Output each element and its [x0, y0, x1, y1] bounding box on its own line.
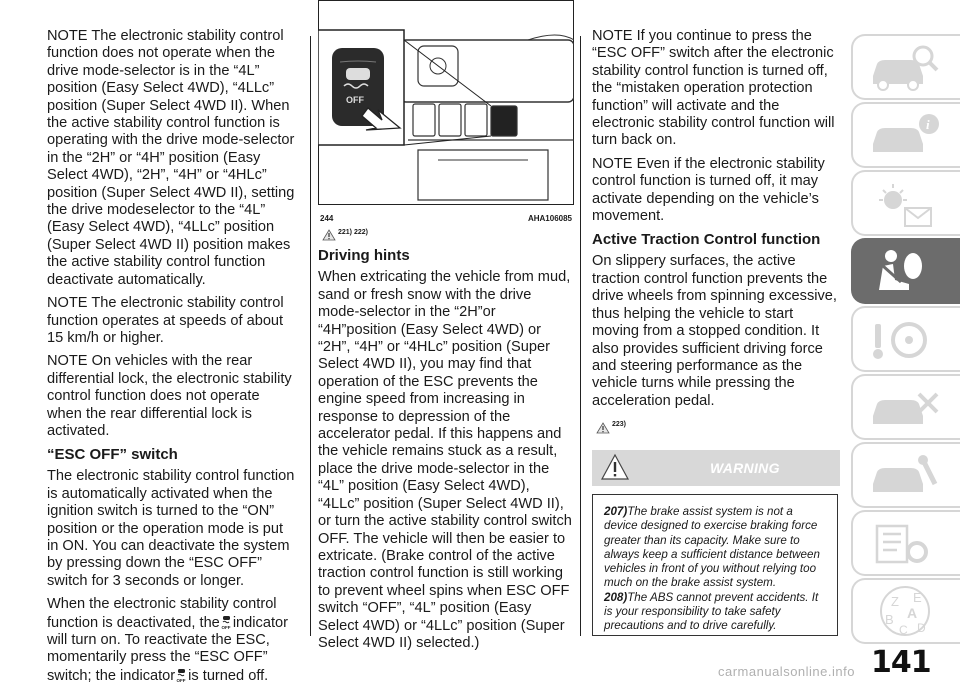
tab-alphabet-index[interactable]	[851, 578, 960, 644]
figure-number: 244	[320, 214, 334, 223]
lights-envelope-icon	[853, 172, 960, 234]
tab-car-search[interactable]	[851, 34, 960, 100]
car-tools-icon	[853, 376, 960, 438]
text-span: indicator will turn on. To reactivate the ESC, momentarily press the “ESC OFF” switch; the indicator	[47, 614, 288, 684]
body-paragraph: When extricating the vehicle from mud, sand or fresh snow with the drive mode-selector in the “2H”or “4H”position (Easy Select 4WD) or “2H”, “4H” or “4HLc” position (Super Select 4WD II), you may find that operation of the ESC prevents the engine speed from increasing in response to depression of the accelerator pedal. If this happens and the vehicle remains stuck as a result, place the drive mode-selector in the “4L” position (Easy Select 4WD), “4LLc” position (Super Select 4WD II), or turn the active stability control switch OFF. The vehicle will then be easier to extricate. (Brake control of the active traction control function is still working to prevent wheel spins when ESC OFF switch “OFF”, “4L” position (Easy Select 4WD) or “4LLc” position (Super Select 4WD II) selected.)	[318, 269, 572, 651]
column-right	[592, 28, 842, 440]
body-paragraph	[47, 596, 297, 685]
tab-checklist-gear[interactable]	[851, 510, 960, 576]
warning-item	[604, 505, 827, 591]
car-search-icon	[853, 36, 960, 98]
seat-airbag-icon	[853, 240, 960, 302]
svg-text:Z: Z	[891, 594, 899, 609]
tab-car-tools[interactable]	[851, 374, 960, 440]
reference-text: 223)	[612, 421, 627, 429]
tab-lights-envelope[interactable]	[851, 170, 960, 236]
svg-text:OFF: OFF	[176, 677, 186, 683]
car-wrench-icon	[853, 444, 960, 506]
warning-number: 208)	[604, 590, 628, 604]
svg-text:A: A	[907, 605, 918, 621]
tab-key-steering[interactable]	[851, 306, 960, 372]
note-paragraph: NOTE The electronic stability control function does not operate when the drive mode-selector is in the “4L” position (Easy Select 4WD), “4LLc” position (Super Select 4WD II). When the active stability control function is operating with the drive mode-selector in the “2H” or “4H” position (Easy Select 4WD), “2H”, “4H” or “4HLc” position (Super Select 4WD II), setting the drive modeselector to the “4L” (Easy Select 4WD), “4LLc” position (Super Select 4WD II) position makes the active stability control function deactivate automatically.	[47, 28, 295, 288]
warning-triangle-icon	[596, 422, 610, 434]
svg-text:E: E	[913, 590, 922, 605]
svg-text:B: B	[885, 612, 894, 627]
warning-triangle-icon	[322, 229, 336, 241]
key-steering-icon	[853, 308, 960, 370]
reference-text: 221) 222)	[338, 229, 368, 236]
warning-box	[592, 494, 838, 636]
svg-text:D: D	[917, 621, 926, 635]
tab-car-wrench[interactable]	[851, 442, 960, 508]
text-span: When the electronic stability control function is deactivated, the	[47, 596, 277, 631]
checklist-gear-icon	[853, 512, 960, 574]
svg-text:C: C	[899, 623, 908, 637]
warning-number: 207)	[604, 505, 628, 518]
watermark: carmanualsonline.info	[718, 664, 855, 679]
alphabet-index-icon	[853, 580, 960, 642]
note-paragraph: NOTE On vehicles with the rear differential lock, the electronic stability control function does not operate when the rear differential lock is activated.	[47, 353, 292, 439]
figure-code: AHA106085	[527, 214, 572, 223]
esc-switch-figure	[318, 0, 574, 223]
column-divider	[580, 36, 581, 636]
note-paragraph: NOTE The electronic stability control function operates at speeds of about 15 km/h or higher.	[47, 295, 284, 346]
column-left	[47, 28, 297, 691]
warning-title: WARNING	[710, 460, 780, 476]
tab-car-info[interactable]	[851, 102, 960, 168]
note-paragraph: NOTE If you continue to press the “ESC OFF” switch after the electronic stability control function is turned off, the “mistaken operation protection function” will activate and the electronic stability control function will turn back on.	[592, 28, 835, 149]
note-paragraph: NOTE Even if the electronic stability control function is turned off, it may activate depending on the vehicle’s movement.	[592, 155, 825, 225]
figure-caption	[320, 210, 572, 227]
section-heading: Driving hints	[318, 247, 410, 265]
svg-text:i: i	[926, 117, 930, 132]
dashboard-illustration	[318, 0, 574, 210]
body-paragraph: The electronic stability control function is automatically activated when the ignition switch is turned to the “ON” position or the operation mode is put in ON. You can deactivate the system by pressing down the “ESC OFF” switch for 3 seconds or longer.	[47, 468, 295, 589]
reference-marker	[596, 416, 842, 433]
column-divider	[310, 36, 311, 636]
column-middle	[318, 0, 574, 658]
esc-off-indicator-icon	[176, 667, 187, 683]
body-paragraph: On slippery surfaces, the active traction control function prevents the drive wheels from spinning excessive, thus helping the vehicle to start moving from a stopped condition. It also provides sufficient driving force and steering performance as the vehicle turns while pressing the acceleration pedal.	[592, 253, 837, 409]
car-info-icon	[853, 104, 960, 166]
warning-item	[604, 591, 827, 634]
warning-triangle-icon	[600, 453, 630, 481]
tab-seat-airbag[interactable]	[851, 238, 960, 304]
section-heading: Active Traction Control function	[592, 231, 821, 249]
text-span: is turned off.	[188, 667, 269, 684]
svg-text:OFF: OFF	[221, 624, 231, 630]
warning-header	[592, 450, 840, 486]
warning-text: The ABS cannot prevent accidents. It is your responsibility to take safety precautions and to drive carefully.	[604, 590, 819, 633]
warning-text: The brake assist system is not a device designed to exercise braking force greater than its capacity. Make sure to always keep a sufficient distance between vehicles in front of you without relying too much on the brake assist system.	[604, 505, 820, 590]
page-number: 141	[871, 645, 931, 680]
esc-off-indicator-icon	[221, 614, 232, 630]
section-heading: “ESC OFF” switch	[47, 446, 178, 464]
switch-off-label: OFF	[346, 95, 364, 105]
